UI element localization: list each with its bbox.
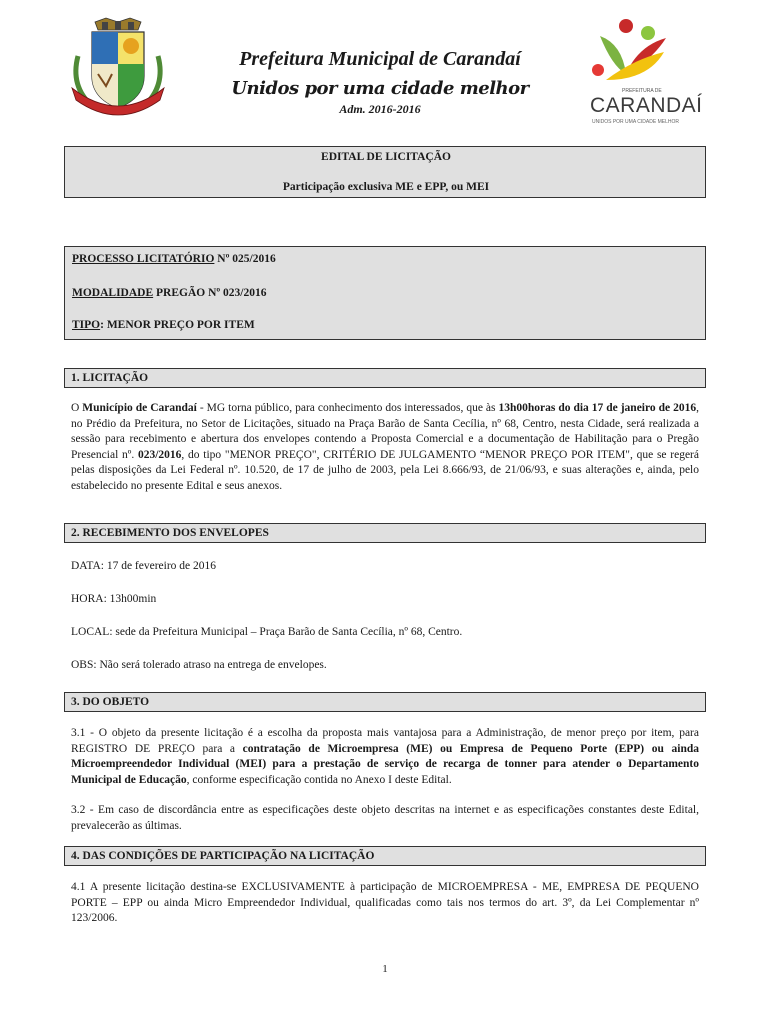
processo-value: Nº 025/2016	[214, 253, 276, 265]
municipality-motto: Unidos por uma cidade melhor	[231, 78, 529, 99]
brand-small-text: PREFEITURA DE	[622, 88, 662, 94]
brand-tagline: UNIDOS POR UMA CIDADE MELHOR	[592, 119, 679, 125]
edital-subtitle: Participação exclusiva ME e EPP, ou MEI	[282, 181, 490, 193]
section-2-heading: 2. RECEBIMENTO DOS ENVELOPES	[64, 523, 706, 543]
section-1-paragraph: O Município de Carandaí - MG torna público, para conhecimento dos interessados, que às 13h00horas do dia 17 de janeiro de 2016, no Prédio da Prefeitura, no Setor de Licitações, situado na Praça Barão de Santa Cecília, nº 68, Centro, nesta Cidade, será realizada a sessão para recebimento e abertura dos envelopes contendo a Proposta Comercial e a documentação de Habilitação para o Pregão Presencial nº. 023/2016, do tipo "MENOR PREÇO", CRITÉRIO DE JULGAMENTO “MENOR PREÇO POR ITEM", que se regerá pelas disposições da Lei Federal nº. 10.520, de 17 de julho de 2003, pela Lei 8.666/93, de 21/06/93, e suas alterações e, ainda, pelo estabelecido no presente Edital e seus anexos.	[71, 402, 699, 492]
edital-box	[64, 146, 706, 198]
processo-label: PROCESSO LICITATÓRIO	[72, 253, 215, 265]
modalidade-label: MODALIDADE	[72, 287, 154, 299]
modalidade-value: PREGÃO Nº 023/2016	[153, 287, 267, 299]
administration-years: Adm. 2016-2016	[339, 102, 421, 116]
tipo-value: : MENOR PREÇO POR ITEM	[100, 319, 255, 331]
page-number: 1	[382, 963, 388, 975]
section-1-heading: 1. LICITAÇÃO	[64, 368, 706, 388]
reception-note: OBS: Não será tolerado atraso na entrega de envelopes.	[71, 659, 327, 671]
brand-name: CARANDAÍ	[590, 94, 703, 117]
section-3-heading: 3. DO OBJETO	[64, 692, 706, 712]
tipo-line	[72, 319, 255, 331]
processo-line	[72, 253, 276, 265]
reception-date: DATA: 17 de fevereiro de 2016	[71, 560, 217, 572]
reception-time: HORA: 13h00min	[71, 593, 157, 605]
processo-box	[64, 246, 706, 340]
section-4-paragraph-1: 4.1 A presente licitação destina-se EXCLUSIVAMENTE à participação de MICROEMPRESA - ME, EMPRESA DE PEQUENO PORTE – EPP ou ainda Micro Empreendedor Individual, qualificadas como tais nos termos do art. 3º, da Lei Complementar nº 123/2006.	[71, 881, 699, 924]
reception-location: LOCAL: sede da Prefeitura Municipal – Praça Barão de Santa Cecília, nº 68, Centro.	[71, 626, 463, 638]
section-3-paragraph-2: 3.2 - Em caso de discordância entre as especificações deste objeto descritas na internet e as especificações constantes deste Edital, prevalecerão as últimas.	[71, 804, 699, 832]
modalidade-line	[72, 287, 267, 299]
municipality-title: Prefeitura Municipal de Carandaí	[239, 48, 521, 70]
tipo-label: TIPO	[72, 319, 101, 331]
section-3-paragraph-1: 3.1 - O objeto da presente licitação é a escolha da proposta mais vantajosa para a Administração, de menor preço por item, para REGISTRO DE PREÇO para a contratação de Microempresa (ME) ou Empresa de Pequeno Porte (EPP) ou ainda Microempreendedor Individual (MEI) para a prestação de serviço de recarga de tonner para atender o Departamento Municipal de Educação, conforme especificação contida no Anexo I deste Edital.	[71, 727, 700, 786]
carandai-brand-logo	[582, 16, 703, 128]
edital-title: EDITAL DE LICITAÇÃO	[321, 151, 451, 163]
municipal-crest-logo	[62, 16, 174, 116]
section-4-heading: 4. DAS CONDIÇÕES DE PARTICIPAÇÃO NA LICITAÇÃO	[64, 846, 706, 866]
